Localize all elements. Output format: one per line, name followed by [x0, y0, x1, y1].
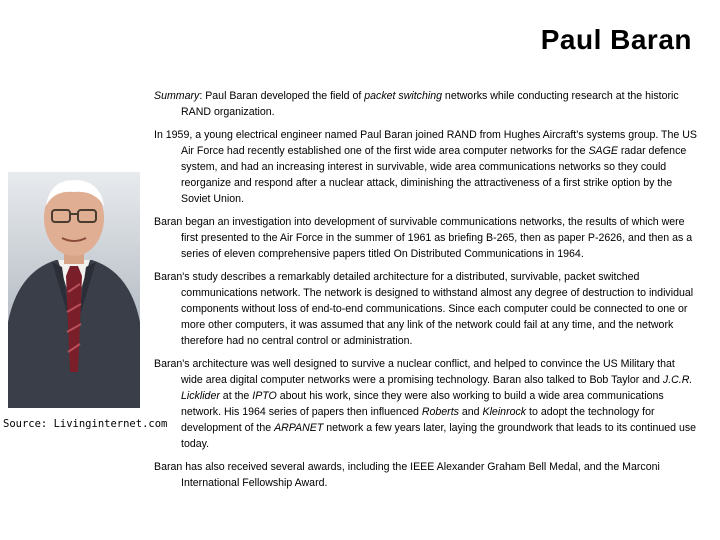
- text-run: networks while conducting research at the historic RAND organization.: [181, 90, 679, 118]
- page-title: Paul Baran: [540, 24, 692, 55]
- paragraph: [154, 356, 699, 452]
- text-run: network a few years later, laying the groundwork that leads to its continued use today.: [181, 422, 697, 450]
- emphasized-text: SAGE: [588, 145, 618, 157]
- emphasized-text: IPTO: [252, 390, 277, 402]
- paragraph: [154, 88, 699, 120]
- emphasized-text: ARPANET: [274, 422, 324, 434]
- text-run: radar defence system, and had an increasing interest in survivable, wide area communications networks so they could reorganize and respond after a nuclear attack, diminishing the attractiveness of a first strike option by the Soviet Union.: [181, 145, 687, 205]
- text-run: about his work, since they were also working to build a wide area communications network. His 1964 series of papers then influenced: [181, 390, 664, 418]
- emphasized-text: Kleinrock: [482, 406, 527, 418]
- text-run: and: [458, 406, 483, 418]
- emphasized-text: Summary: [154, 90, 200, 102]
- text-run: Baran has also received several awards, including the IEEE Alexander Graham Bell Medal, and the Marconi International Fellowship Award.: [154, 461, 660, 489]
- text-run: to adopt the technology for development of the: [181, 406, 655, 434]
- paragraph: [154, 269, 699, 349]
- text-run: Baran began an investigation into development of survivable communications networks, the results of which were first presented to the Air Force in the summer of 1961 as briefing B-265, then as paper P-2626, and then as a series of eleven comprehensive papers titled On Distributed Communications in 1964.: [154, 216, 693, 260]
- text-run: Baran's architecture was well designed to survive a nuclear conflict, and helped to convince the US Military that wide area digital computer networks were a promising technology. Baran also talked to Bob Taylor and: [154, 358, 675, 386]
- text-run: : Paul Baran developed the field of: [199, 90, 365, 102]
- text-run: Baran's study describes a remarkably detailed architecture for a distributed, survivable, packet switched communications network. The network is designed to withstand almost any degree of destruction to individual components without loss of end-to-end communications. Since each computer could be connected to one or more other computers, it was assumed that any link of the network could fail at any time, and the network therefore had no central control or administration.: [154, 271, 694, 347]
- text-run: at the: [219, 390, 253, 402]
- photo-source-caption: Source: Livinginternet.com: [3, 418, 168, 430]
- emphasized-text: packet switching: [364, 90, 442, 102]
- paragraph: [154, 127, 699, 207]
- emphasized-text: J.C.R. Licklider: [181, 374, 693, 402]
- paragraph: [154, 459, 699, 491]
- text-run: In 1959, a young electrical engineer named Paul Baran joined RAND from Hughes Aircraft's systems group. The US Air Force had recently established one of the first wide area computer networks for the: [154, 129, 697, 157]
- paragraph: [154, 214, 699, 262]
- portrait-photo: [8, 172, 140, 408]
- biography-text: [154, 88, 699, 491]
- emphasized-text: Roberts: [421, 406, 459, 418]
